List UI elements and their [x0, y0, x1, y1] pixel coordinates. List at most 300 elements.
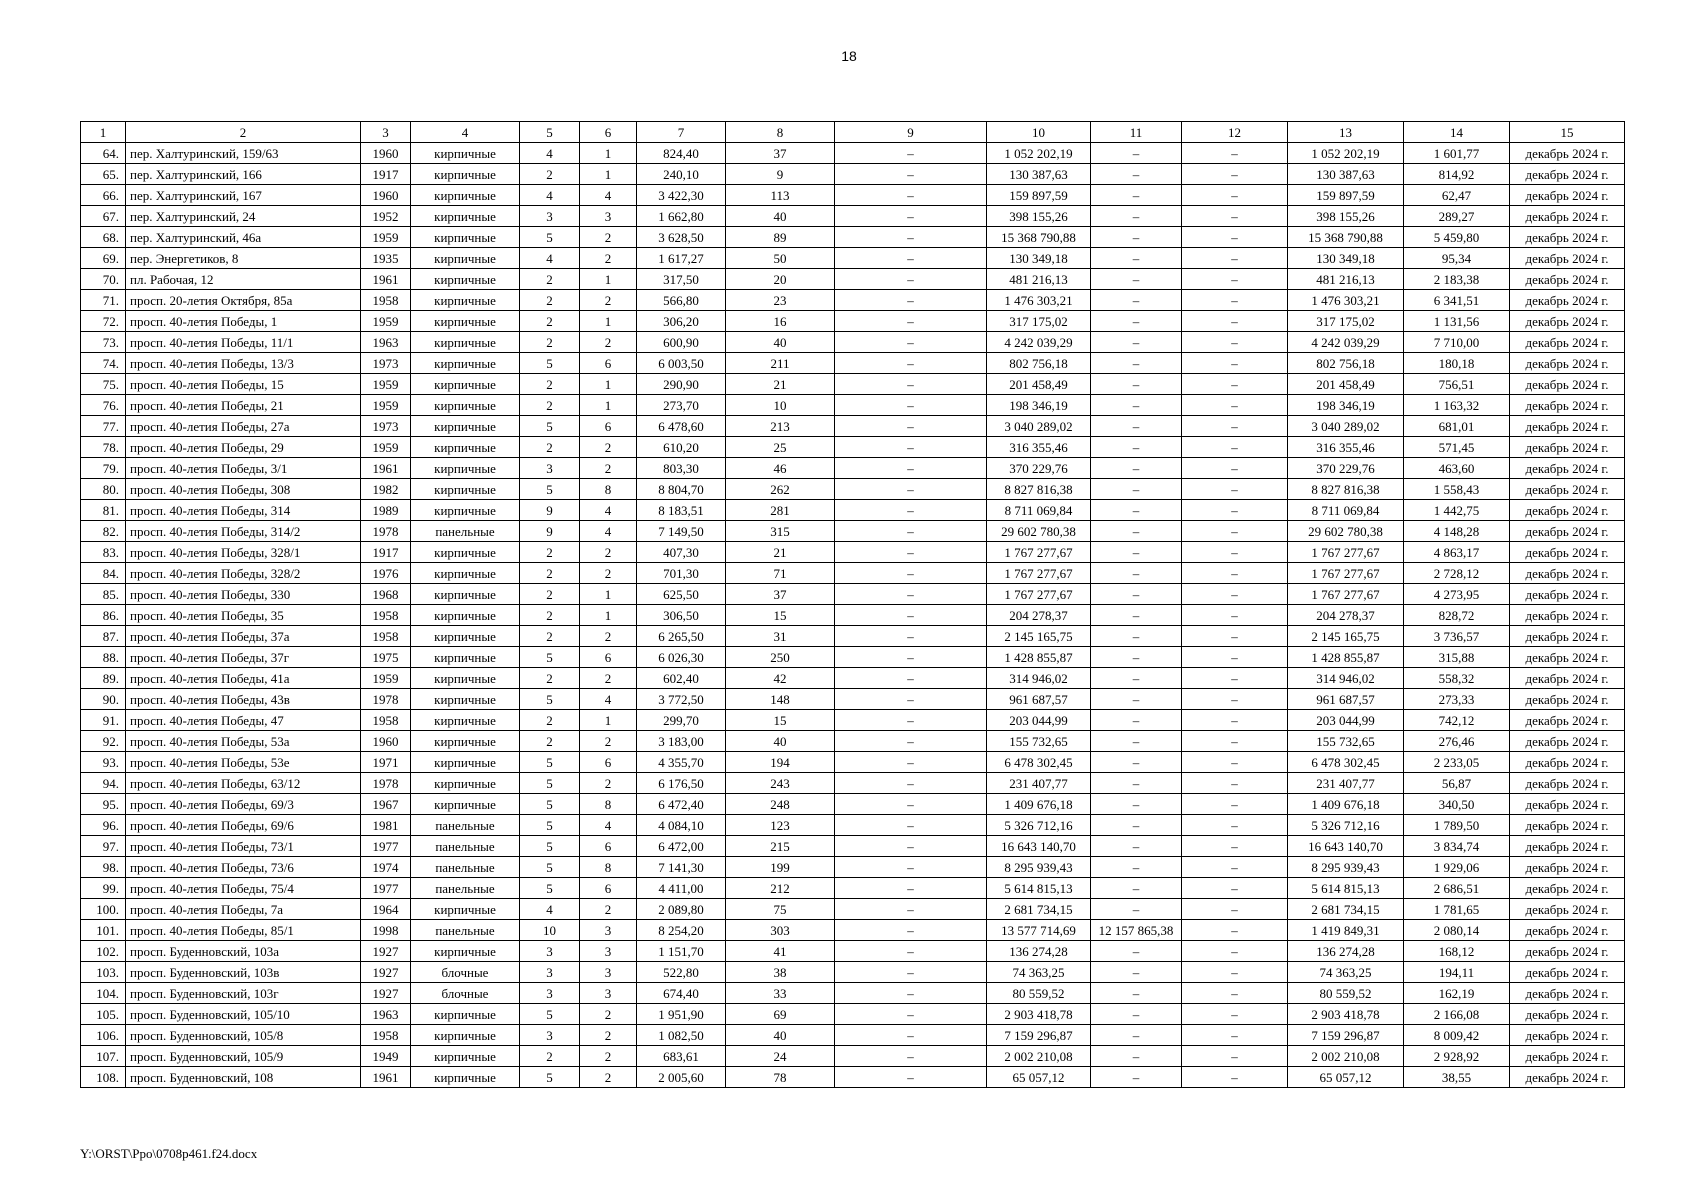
residents-cell: 40	[726, 206, 835, 227]
year-cell: 1982	[361, 479, 411, 500]
address-cell: просп. 40-летия Победы, 43в	[126, 689, 361, 710]
col11-cell: –	[1091, 353, 1182, 374]
col12-cell: –	[1182, 479, 1288, 500]
address-cell: просп. Буденновский, 103а	[126, 941, 361, 962]
col12-cell: –	[1182, 458, 1288, 479]
address-cell: просп. 40-летия Победы, 7а	[126, 899, 361, 920]
address-cell: просп. 40-летия Победы, 308	[126, 479, 361, 500]
entrances-cell: 6	[580, 878, 637, 899]
year-cell: 1963	[361, 332, 411, 353]
address-cell: пер. Халтуринский, 167	[126, 185, 361, 206]
wall-material-cell: кирпичные	[411, 605, 520, 626]
deadline-cell: декабрь 2024 г.	[1510, 395, 1625, 416]
col9-cell: –	[835, 584, 987, 605]
table-row	[81, 731, 1625, 752]
year-cell: 1958	[361, 1025, 411, 1046]
col9-cell: –	[835, 563, 987, 584]
area-cell: 625,50	[637, 584, 726, 605]
cost-col13-cell: 74 363,25	[1288, 962, 1404, 983]
area-cell: 566,80	[637, 290, 726, 311]
col11-cell: –	[1091, 500, 1182, 521]
wall-material-cell: панельные	[411, 878, 520, 899]
area-cell: 6 472,40	[637, 794, 726, 815]
entrances-cell: 4	[580, 185, 637, 206]
cost-col13-cell: 1 428 855,87	[1288, 647, 1404, 668]
row-number-cell: 99.	[81, 878, 126, 899]
cost-col13-cell: 1 052 202,19	[1288, 143, 1404, 164]
deadline-cell: декабрь 2024 г.	[1510, 668, 1625, 689]
cost-col13-cell: 2 145 165,75	[1288, 626, 1404, 647]
entrances-cell: 6	[580, 836, 637, 857]
wall-material-cell: кирпичные	[411, 500, 520, 521]
entrances-cell: 8	[580, 794, 637, 815]
cost-total-cell: 316 355,46	[987, 437, 1091, 458]
col11-cell: –	[1091, 269, 1182, 290]
year-cell: 1998	[361, 920, 411, 941]
floors-cell: 9	[520, 521, 580, 542]
cost-col13-cell: 130 349,18	[1288, 248, 1404, 269]
table-row	[81, 437, 1625, 458]
area-cell: 4 355,70	[637, 752, 726, 773]
cost-total-cell: 16 643 140,70	[987, 836, 1091, 857]
cost-total-cell: 15 368 790,88	[987, 227, 1091, 248]
col12-cell: –	[1182, 794, 1288, 815]
entrances-cell: 2	[580, 626, 637, 647]
year-cell: 1959	[361, 437, 411, 458]
area-cell: 8 183,51	[637, 500, 726, 521]
table-row	[81, 626, 1625, 647]
column-header: 3	[361, 122, 411, 143]
col9-cell: –	[835, 1004, 987, 1025]
wall-material-cell: кирпичные	[411, 731, 520, 752]
address-cell: просп. Буденновский, 103г	[126, 983, 361, 1004]
year-cell: 1981	[361, 815, 411, 836]
floors-cell: 5	[520, 836, 580, 857]
residents-cell: 15	[726, 710, 835, 731]
table-row	[81, 668, 1625, 689]
residents-cell: 10	[726, 395, 835, 416]
col11-cell: –	[1091, 374, 1182, 395]
cost-total-cell: 398 155,26	[987, 206, 1091, 227]
area-cell: 290,90	[637, 374, 726, 395]
wall-material-cell: кирпичные	[411, 647, 520, 668]
floors-cell: 2	[520, 584, 580, 605]
entrances-cell: 2	[580, 332, 637, 353]
row-number-cell: 105.	[81, 1004, 126, 1025]
wall-material-cell: кирпичные	[411, 752, 520, 773]
cost-col13-cell: 1 767 277,67	[1288, 542, 1404, 563]
wall-material-cell: кирпичные	[411, 248, 520, 269]
address-cell: просп. 40-летия Победы, 27а	[126, 416, 361, 437]
col9-cell: –	[835, 899, 987, 920]
cost-col13-cell: 130 387,63	[1288, 164, 1404, 185]
cost-total-cell: 2 145 165,75	[987, 626, 1091, 647]
col9-cell: –	[835, 647, 987, 668]
col9-cell: –	[835, 269, 987, 290]
address-cell: просп. 40-летия Победы, 85/1	[126, 920, 361, 941]
cost-col13-cell: 201 458,49	[1288, 374, 1404, 395]
col11-cell: –	[1091, 206, 1182, 227]
year-cell: 1959	[361, 668, 411, 689]
cost-col13-cell: 2 681 734,15	[1288, 899, 1404, 920]
col9-cell: –	[835, 857, 987, 878]
table-row	[81, 521, 1625, 542]
floors-cell: 4	[520, 899, 580, 920]
floors-cell: 5	[520, 689, 580, 710]
entrances-cell: 8	[580, 479, 637, 500]
area-cell: 2 089,80	[637, 899, 726, 920]
row-number-cell: 73.	[81, 332, 126, 353]
row-number-cell: 96.	[81, 815, 126, 836]
residents-cell: 148	[726, 689, 835, 710]
cost-col13-cell: 15 368 790,88	[1288, 227, 1404, 248]
table-row	[81, 689, 1625, 710]
cost-total-cell: 481 216,13	[987, 269, 1091, 290]
floors-cell: 10	[520, 920, 580, 941]
residents-cell: 24	[726, 1046, 835, 1067]
address-cell: просп. 40-летия Победы, 37а	[126, 626, 361, 647]
col11-cell: –	[1091, 311, 1182, 332]
address-cell: просп. 40-летия Победы, 53е	[126, 752, 361, 773]
address-cell: просп. 40-летия Победы, 13/3	[126, 353, 361, 374]
col11-cell: –	[1091, 773, 1182, 794]
deadline-cell: декабрь 2024 г.	[1510, 1025, 1625, 1046]
col12-cell: –	[1182, 248, 1288, 269]
cost-total-cell: 802 756,18	[987, 353, 1091, 374]
wall-material-cell: кирпичные	[411, 332, 520, 353]
col11-cell: –	[1091, 290, 1182, 311]
entrances-cell: 1	[580, 269, 637, 290]
residents-cell: 9	[726, 164, 835, 185]
cost-per-unit-cell: 1 789,50	[1404, 815, 1510, 836]
table-row	[81, 920, 1625, 941]
year-cell: 1978	[361, 521, 411, 542]
cost-col13-cell: 5 614 815,13	[1288, 878, 1404, 899]
residents-cell: 315	[726, 521, 835, 542]
residents-cell: 38	[726, 962, 835, 983]
cost-col13-cell: 2 002 210,08	[1288, 1046, 1404, 1067]
cost-per-unit-cell: 3 834,74	[1404, 836, 1510, 857]
cost-per-unit-cell: 571,45	[1404, 437, 1510, 458]
address-cell: просп. 40-летия Победы, 3/1	[126, 458, 361, 479]
address-cell: просп. 40-летия Победы, 41а	[126, 668, 361, 689]
table-row	[81, 857, 1625, 878]
col9-cell: –	[835, 206, 987, 227]
wall-material-cell: блочные	[411, 983, 520, 1004]
cost-col13-cell: 317 175,02	[1288, 311, 1404, 332]
year-cell: 1973	[361, 416, 411, 437]
table-row	[81, 794, 1625, 815]
entrances-cell: 2	[580, 248, 637, 269]
col9-cell: –	[835, 773, 987, 794]
col11-cell: –	[1091, 899, 1182, 920]
cost-total-cell: 155 732,65	[987, 731, 1091, 752]
deadline-cell: декабрь 2024 г.	[1510, 479, 1625, 500]
area-cell: 522,80	[637, 962, 726, 983]
wall-material-cell: кирпичные	[411, 353, 520, 374]
col12-cell: –	[1182, 584, 1288, 605]
year-cell: 1917	[361, 542, 411, 563]
col11-cell: –	[1091, 521, 1182, 542]
area-cell: 6 026,30	[637, 647, 726, 668]
col9-cell: –	[835, 332, 987, 353]
row-number-cell: 76.	[81, 395, 126, 416]
cost-col13-cell: 6 478 302,45	[1288, 752, 1404, 773]
column-header: 10	[987, 122, 1091, 143]
area-cell: 8 804,70	[637, 479, 726, 500]
column-number-row	[81, 122, 1625, 143]
col9-cell: –	[835, 395, 987, 416]
table-row	[81, 248, 1625, 269]
col12-cell: –	[1182, 647, 1288, 668]
deadline-cell: декабрь 2024 г.	[1510, 311, 1625, 332]
row-number-cell: 84.	[81, 563, 126, 584]
wall-material-cell: панельные	[411, 836, 520, 857]
row-number-cell: 107.	[81, 1046, 126, 1067]
deadline-cell: декабрь 2024 г.	[1510, 542, 1625, 563]
year-cell: 1960	[361, 185, 411, 206]
deadline-cell: декабрь 2024 г.	[1510, 521, 1625, 542]
address-cell: просп. Буденновский, 108	[126, 1067, 361, 1088]
col12-cell: –	[1182, 416, 1288, 437]
area-cell: 407,30	[637, 542, 726, 563]
col11-cell: –	[1091, 1046, 1182, 1067]
wall-material-cell: кирпичные	[411, 437, 520, 458]
row-number-cell: 106.	[81, 1025, 126, 1046]
col9-cell: –	[835, 143, 987, 164]
table-row	[81, 563, 1625, 584]
wall-material-cell: панельные	[411, 857, 520, 878]
cost-total-cell: 1 767 277,67	[987, 563, 1091, 584]
row-number-cell: 75.	[81, 374, 126, 395]
row-number-cell: 77.	[81, 416, 126, 437]
wall-material-cell: кирпичные	[411, 290, 520, 311]
residents-cell: 75	[726, 899, 835, 920]
col9-cell: –	[835, 710, 987, 731]
deadline-cell: декабрь 2024 г.	[1510, 563, 1625, 584]
cost-per-unit-cell: 315,88	[1404, 647, 1510, 668]
address-cell: просп. 40-летия Победы, 11/1	[126, 332, 361, 353]
entrances-cell: 1	[580, 143, 637, 164]
cost-per-unit-cell: 4 148,28	[1404, 521, 1510, 542]
table-row	[81, 1046, 1625, 1067]
cost-per-unit-cell: 62,47	[1404, 185, 1510, 206]
wall-material-cell: кирпичные	[411, 1046, 520, 1067]
floors-cell: 9	[520, 500, 580, 521]
year-cell: 1949	[361, 1046, 411, 1067]
page-number: 18	[841, 48, 857, 64]
entrances-cell: 2	[580, 1025, 637, 1046]
year-cell: 1958	[361, 710, 411, 731]
address-cell: просп. 40-летия Победы, 29	[126, 437, 361, 458]
address-cell: просп. 40-летия Победы, 15	[126, 374, 361, 395]
entrances-cell: 2	[580, 1067, 637, 1088]
wall-material-cell: кирпичные	[411, 1004, 520, 1025]
deadline-cell: декабрь 2024 г.	[1510, 374, 1625, 395]
deadline-cell: декабрь 2024 г.	[1510, 962, 1625, 983]
deadline-cell: декабрь 2024 г.	[1510, 941, 1625, 962]
col12-cell: –	[1182, 227, 1288, 248]
area-cell: 3 628,50	[637, 227, 726, 248]
table-row	[81, 647, 1625, 668]
year-cell: 1977	[361, 878, 411, 899]
col9-cell: –	[835, 164, 987, 185]
address-cell: просп. 40-летия Победы, 53а	[126, 731, 361, 752]
wall-material-cell: кирпичные	[411, 584, 520, 605]
table-row	[81, 815, 1625, 836]
year-cell: 1978	[361, 689, 411, 710]
residents-cell: 199	[726, 857, 835, 878]
col12-cell: –	[1182, 164, 1288, 185]
cost-col13-cell: 65 057,12	[1288, 1067, 1404, 1088]
cost-col13-cell: 314 946,02	[1288, 668, 1404, 689]
col12-cell: –	[1182, 500, 1288, 521]
cost-per-unit-cell: 2 686,51	[1404, 878, 1510, 899]
year-cell: 1976	[361, 563, 411, 584]
col11-cell: –	[1091, 332, 1182, 353]
wall-material-cell: кирпичные	[411, 773, 520, 794]
cost-per-unit-cell: 273,33	[1404, 689, 1510, 710]
floors-cell: 5	[520, 1067, 580, 1088]
row-number-cell: 78.	[81, 437, 126, 458]
wall-material-cell: кирпичные	[411, 143, 520, 164]
floors-cell: 3	[520, 206, 580, 227]
column-header: 2	[126, 122, 361, 143]
col12-cell: –	[1182, 668, 1288, 689]
entrances-cell: 2	[580, 290, 637, 311]
row-number-cell: 70.	[81, 269, 126, 290]
cost-total-cell: 7 159 296,87	[987, 1025, 1091, 1046]
col12-cell: –	[1182, 920, 1288, 941]
entrances-cell: 2	[580, 563, 637, 584]
row-number-cell: 101.	[81, 920, 126, 941]
col11-cell: –	[1091, 395, 1182, 416]
cost-total-cell: 5 326 712,16	[987, 815, 1091, 836]
cost-col13-cell: 80 559,52	[1288, 983, 1404, 1004]
address-cell: просп. 40-летия Победы, 75/4	[126, 878, 361, 899]
row-number-cell: 85.	[81, 584, 126, 605]
col11-cell: –	[1091, 584, 1182, 605]
col12-cell: –	[1182, 437, 1288, 458]
residents-cell: 16	[726, 311, 835, 332]
col9-cell: –	[835, 605, 987, 626]
residents-cell: 42	[726, 668, 835, 689]
entrances-cell: 6	[580, 416, 637, 437]
cost-col13-cell: 136 274,28	[1288, 941, 1404, 962]
entrances-cell: 3	[580, 920, 637, 941]
address-cell: просп. 40-летия Победы, 1	[126, 311, 361, 332]
row-number-cell: 74.	[81, 353, 126, 374]
row-number-cell: 80.	[81, 479, 126, 500]
col12-cell: –	[1182, 626, 1288, 647]
floors-cell: 2	[520, 164, 580, 185]
col11-cell: –	[1091, 479, 1182, 500]
col9-cell: –	[835, 185, 987, 206]
wall-material-cell: кирпичные	[411, 185, 520, 206]
cost-total-cell: 314 946,02	[987, 668, 1091, 689]
col9-cell: –	[835, 794, 987, 815]
cost-total-cell: 65 057,12	[987, 1067, 1091, 1088]
table-row	[81, 395, 1625, 416]
col9-cell: –	[835, 1046, 987, 1067]
col12-cell: –	[1182, 269, 1288, 290]
column-header: 14	[1404, 122, 1510, 143]
cost-total-cell: 130 387,63	[987, 164, 1091, 185]
table-row	[81, 983, 1625, 1004]
entrances-cell: 4	[580, 521, 637, 542]
cost-total-cell: 159 897,59	[987, 185, 1091, 206]
col11-cell: –	[1091, 731, 1182, 752]
table-row	[81, 899, 1625, 920]
residents-cell: 250	[726, 647, 835, 668]
col9-cell: –	[835, 815, 987, 836]
address-cell: просп. 40-летия Победы, 314	[126, 500, 361, 521]
cost-total-cell: 4 242 039,29	[987, 332, 1091, 353]
cost-per-unit-cell: 558,32	[1404, 668, 1510, 689]
floors-cell: 2	[520, 731, 580, 752]
col12-cell: –	[1182, 143, 1288, 164]
column-header: 7	[637, 122, 726, 143]
address-cell: просп. 40-летия Победы, 328/1	[126, 542, 361, 563]
residents-cell: 41	[726, 941, 835, 962]
entrances-cell: 4	[580, 500, 637, 521]
deadline-cell: декабрь 2024 г.	[1510, 752, 1625, 773]
col9-cell: –	[835, 227, 987, 248]
cost-per-unit-cell: 95,34	[1404, 248, 1510, 269]
year-cell: 1961	[361, 1067, 411, 1088]
cost-per-unit-cell: 38,55	[1404, 1067, 1510, 1088]
col12-cell: –	[1182, 710, 1288, 731]
wall-material-cell: кирпичные	[411, 710, 520, 731]
cost-col13-cell: 7 159 296,87	[1288, 1025, 1404, 1046]
cost-total-cell: 80 559,52	[987, 983, 1091, 1004]
column-header: 15	[1510, 122, 1625, 143]
cost-per-unit-cell: 3 736,57	[1404, 626, 1510, 647]
col12-cell: –	[1182, 605, 1288, 626]
row-number-cell: 68.	[81, 227, 126, 248]
cost-per-unit-cell: 756,51	[1404, 374, 1510, 395]
cost-total-cell: 74 363,25	[987, 962, 1091, 983]
residents-cell: 21	[726, 542, 835, 563]
entrances-cell: 1	[580, 710, 637, 731]
wall-material-cell: кирпичные	[411, 542, 520, 563]
cost-per-unit-cell: 168,12	[1404, 941, 1510, 962]
col9-cell: –	[835, 689, 987, 710]
year-cell: 1974	[361, 857, 411, 878]
area-cell: 600,90	[637, 332, 726, 353]
entrances-cell: 1	[580, 164, 637, 185]
cost-per-unit-cell: 1 442,75	[1404, 500, 1510, 521]
cost-per-unit-cell: 7 710,00	[1404, 332, 1510, 353]
col11-cell: –	[1091, 1025, 1182, 1046]
col11-cell: –	[1091, 437, 1182, 458]
cost-total-cell: 1 409 676,18	[987, 794, 1091, 815]
residents-cell: 23	[726, 290, 835, 311]
column-header: 6	[580, 122, 637, 143]
year-cell: 1989	[361, 500, 411, 521]
wall-material-cell: кирпичные	[411, 458, 520, 479]
cost-per-unit-cell: 5 459,80	[1404, 227, 1510, 248]
cost-col13-cell: 198 346,19	[1288, 395, 1404, 416]
residents-cell: 215	[726, 836, 835, 857]
wall-material-cell: блочные	[411, 962, 520, 983]
cost-total-cell: 370 229,76	[987, 458, 1091, 479]
year-cell: 1978	[361, 773, 411, 794]
floors-cell: 2	[520, 395, 580, 416]
year-cell: 1958	[361, 290, 411, 311]
cost-total-cell: 317 175,02	[987, 311, 1091, 332]
table-row	[81, 185, 1625, 206]
